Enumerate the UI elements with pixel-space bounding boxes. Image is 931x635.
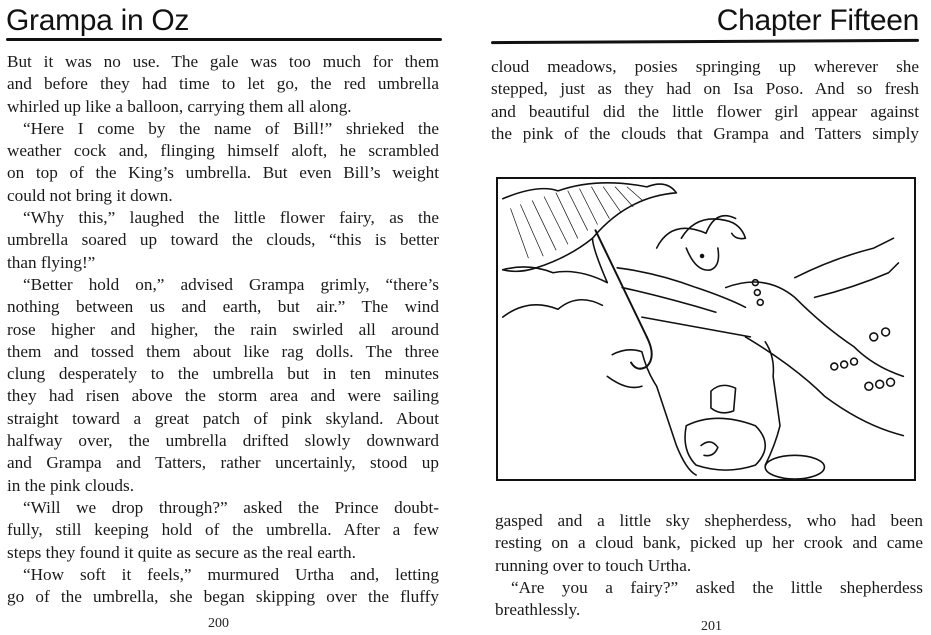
text-line: straight toward a great patch of pink skyland. About [7,408,439,428]
text-line: “Will we drop through?” asked the Prince doubt- [23,497,439,517]
text-line: they had risen above the storm area and were sailing [7,386,439,406]
running-head-book-title: Grampa in Oz [6,4,190,37]
text-line: in the pink clouds. [7,475,134,495]
text-line: weather cock and, flinging himself aloft, he scrambled [7,141,439,161]
text-line: than flying!” [7,252,96,272]
header-rule [6,38,442,41]
page-number: 200 [208,616,229,631]
text-line: and Grampa and Tatters, rather uncertainly, stood up [7,453,439,473]
text-line: on top of the King’s umbrella. But even Bill’s weight [7,163,439,183]
text-line: fully, still keeping hold of the umbrella. After a few [7,520,439,540]
text-line: resting on a cloud bank, picked up her crook and came [495,533,923,553]
text-line: and beautiful did the little flower girl appear against [491,101,919,121]
page-number: 201 [701,619,722,634]
text-line: “Why this,” laughed the little flower fairy, as the [23,208,439,228]
text-line: rose higher and higher, the rain swirled all around [7,319,439,339]
text-line: running over to touch Urtha. [495,555,692,575]
text-line: could not bring it down. [7,185,173,205]
text-line: cloud meadows, posies springing up wherever she [491,57,919,76]
text-line: go of the umbrella, she began skipping over the fluffy [7,587,439,607]
running-head-chapter-title: Chapter Fifteen [716,4,919,37]
text-line: gasped and a little sky shepherdess, who had been [495,511,923,530]
body-text-top [491,56,919,145]
illustration-drawing [498,179,914,479]
text-line: clung desperately to the umbrella but in ten minutes [7,364,439,384]
left-page [0,0,465,635]
text-line: and before they had time to let go, the red umbrella [7,74,439,94]
text-line: nothing between us and earth, but air.” The wind [7,297,439,317]
text-line: them and tossed them about like rag dolls. The three [7,341,439,361]
text-line: the pink of the clouds that Grampa and Tatters simply [491,123,919,143]
body-text [7,51,439,608]
body-text-bottom [495,510,923,621]
text-line: But it was no use. The gale was too much for them [7,52,439,71]
text-line: “How soft it feels,” murmured Urtha and, letting [23,564,439,584]
header-rule [491,39,919,44]
text-line: “Here I come by the name of Bill!” shrieked the [23,118,439,138]
text-line: “Better hold on,” advised Grampa grimly, “there’s [23,274,439,294]
text-line: “Are you a fairy?” asked the little shepherdess [511,577,923,597]
illustration-umbrella-flight [496,177,916,481]
text-line: breathlessly. [495,600,581,620]
text-line: steps they found it quite as secure as the real earth. [7,542,356,562]
text-line: umbrella soared up toward the clouds, “this is better [7,230,439,250]
text-line: stepped, just as they had on Isa Poso. And so fresh [491,79,919,99]
text-line: whirled up like a balloon, carrying them all along. [7,96,352,116]
text-line: halfway over, the umbrella drifted slowly downward [7,431,439,451]
